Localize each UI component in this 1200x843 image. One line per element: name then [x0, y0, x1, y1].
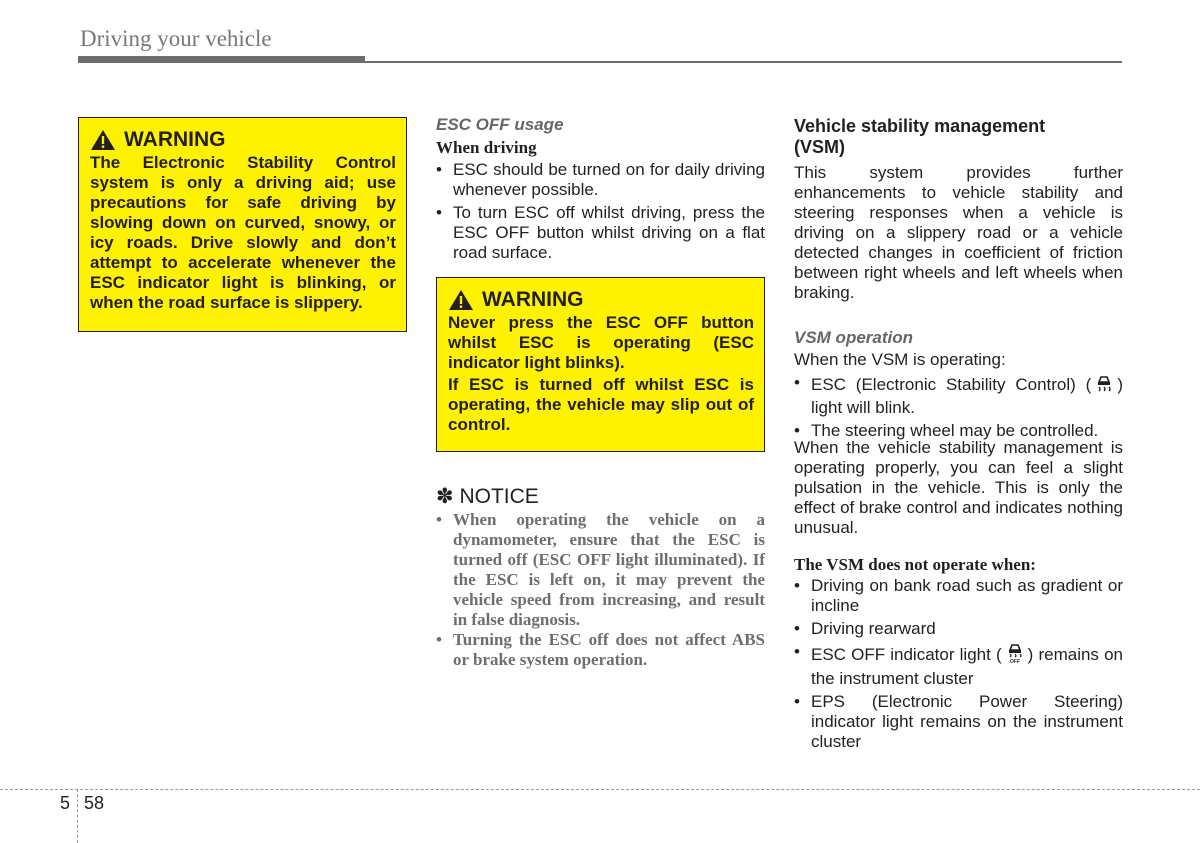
page-number: 58 [84, 793, 105, 813]
notice-list [436, 510, 765, 670]
vsm-operating-para: When the vehicle stability management is operating properly, you can feel a slight pulsation in the vehicle. This is only the effect of brake control and indicates nothing unusual. [794, 438, 1123, 537]
vsm-not-operate-list [794, 576, 1123, 755]
list-item: • Turning the ESC off does not affect ABS or brake system operation. [436, 630, 765, 670]
vsm-operating-list [794, 373, 1123, 444]
warning-box-esc-aid [78, 117, 407, 332]
when-driving-heading: When driving [436, 138, 537, 157]
when-operating-text: When the VSM is operating: [794, 350, 1006, 369]
vsm-intro: This system provides further enhancements to vehicle stability and steering responses when a vehicle is driving on a slippery road or a vehicle detected changes in coefficient of friction between right wheels and left wheels when braking. [794, 163, 1123, 302]
list-item: • To turn ESC off whilst driving, press the ESC OFF button whilst driving on a flat road surface. [436, 203, 765, 263]
list-item: • EPS (Electronic Power Steering) indicator light remains on the instrument cluster [794, 692, 1123, 752]
vsm-operation-title: VSM operation [794, 328, 914, 347]
list-item-text: ESC OFF indicator light ( [811, 644, 1002, 664]
header-rule-thin [365, 61, 1122, 63]
warning-text-2: If ESC is turned off whilst ESC is operating, the vehicle may slip out of control. [448, 375, 754, 434]
esc-usage-list [436, 160, 765, 266]
footer-divider [77, 789, 78, 843]
esc-off-icon [1005, 642, 1025, 669]
warning-box-esc-off [436, 277, 765, 452]
warning-triangle-icon [448, 289, 474, 311]
header-rule [78, 56, 365, 63]
esc-skid-icon [1094, 373, 1114, 398]
warning-title: WARNING [124, 128, 226, 151]
esc-off-usage-title: ESC OFF usage [436, 115, 564, 134]
chapter-number: 5 [60, 793, 71, 813]
notice-title: NOTICE [459, 485, 539, 508]
list-item-text: ) light will blink. [811, 374, 1123, 417]
list-item: • Driving rearward [794, 619, 1123, 639]
list-item: • ESC should be turned on for daily driving whenever possible. [436, 160, 765, 200]
notice-heading [436, 484, 539, 509]
warning-triangle-icon [90, 129, 116, 151]
vsm-not-operate-heading: The VSM does not operate when: [794, 555, 1036, 574]
list-item [794, 373, 1123, 418]
list-item: • The steering wheel may be controlled. [794, 421, 1123, 441]
warning-text: The Electronic Stability Control system is only a driving aid; use precautions for safe driving by slowing down on curved, snowy, or icy roads. Drive slowly and don’t attempt to accelerate whenever the ESC indicator light is blinking, or when the road surface is slippery. [90, 153, 396, 312]
list-item-text: ESC (Electronic Stability Control) ( [811, 374, 1092, 394]
warning-title: WARNING [482, 288, 584, 311]
list-item: • When operating the vehicle on a dynamometer, ensure that the ESC is turned off (ESC OFF light illuminated). If the ESC is left on, it may prevent the vehicle speed from increasing, and result in false diagnosis. [436, 510, 765, 630]
footer-rule [0, 789, 1200, 790]
warning-heading [90, 129, 396, 151]
warning-heading [448, 289, 754, 311]
svg-text:OFF: OFF [1009, 659, 1020, 664]
list-item-text: ) remains on the instrument cluster [811, 644, 1123, 688]
page-header-title: Driving your vehicle [80, 26, 272, 51]
vsm-title: Vehicle stability management (VSM) [794, 116, 1046, 157]
warning-text-1: Never press the ESC OFF button whilst ESC is operating (ESC indicator light blinks). [448, 313, 754, 372]
list-item [794, 642, 1123, 689]
list-item: • Driving on bank road such as gradient or incline [794, 576, 1123, 616]
notice-symbol-icon: ✽ [436, 485, 454, 508]
